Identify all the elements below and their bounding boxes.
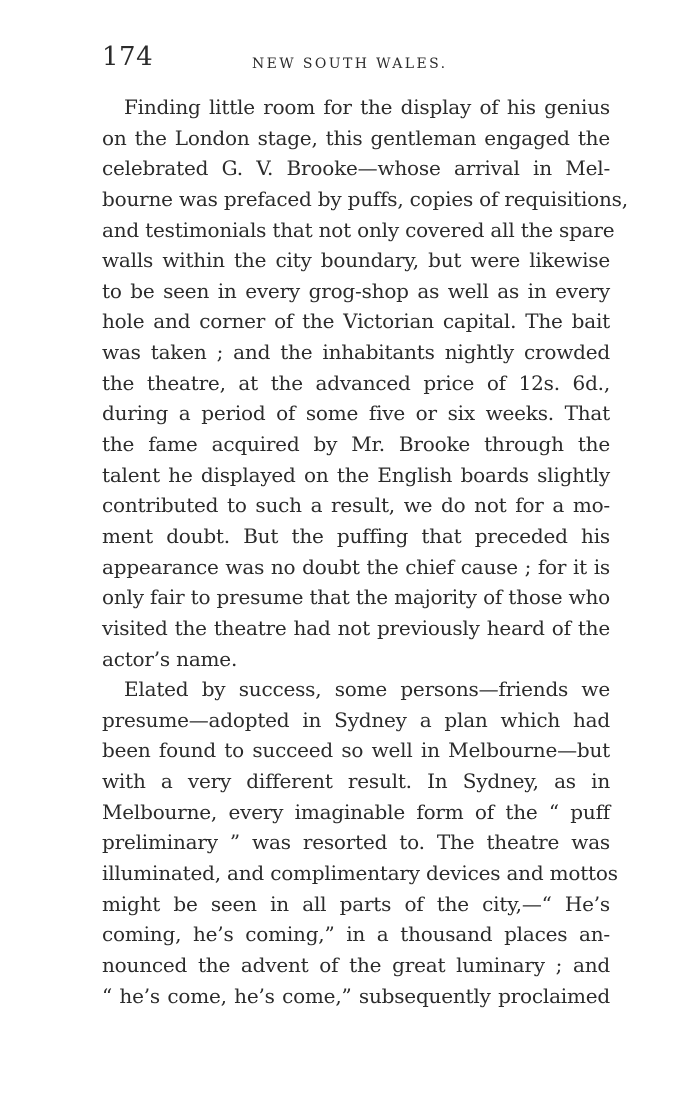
text-line: might be seen in all parts of the city,—“ He’s	[102, 891, 610, 916]
text-line: contributed to such a result, we do not for a mo-	[102, 493, 610, 518]
body-text	[102, 92, 628, 1011]
text-line: visited the theatre had not previously heard of the	[102, 615, 610, 640]
text-line: Melbourne, every imaginable form of the “ puff	[102, 799, 610, 824]
text-line: Elated by success, some persons—friends we	[124, 677, 610, 702]
page-number: 174	[102, 42, 154, 72]
running-head	[102, 42, 612, 76]
text-line: the theatre, at the advanced price of 12s. 6d.,	[102, 370, 610, 395]
text-line: actor’s name.	[102, 646, 238, 671]
text-line: bourne was prefaced by puffs, copies of requisitions,	[102, 186, 628, 211]
text-line: preliminary ” was resorted to. The theatre was	[102, 830, 610, 855]
text-line: hole and corner of the Victorian capital. The bait	[102, 309, 610, 334]
text-line: walls within the city boundary, but were likewise	[102, 248, 610, 273]
text-line: to be seen in every grog-shop as well as in every	[102, 278, 610, 303]
text-line: Finding little room for the display of his genius	[124, 95, 610, 119]
text-line: ment doubt. But the puffing that preceded his	[102, 523, 610, 548]
text-line: “ he’s come, he’s come,” subsequently proclaimed	[102, 983, 610, 1008]
text-line: coming, he’s coming,” in a thousand places an-	[102, 922, 610, 947]
text-line: illuminated, and complimentary devices and mottos	[102, 861, 618, 886]
text-line: talent he displayed on the English boards slightly	[102, 462, 610, 487]
text-line: was taken ; and the inhabitants nightly crowded	[102, 340, 610, 365]
text-line: the fame acquired by Mr. Brooke through the	[102, 432, 610, 457]
text-line: during a period of some five or six weeks. That	[102, 401, 610, 426]
text-line: only fair to presume that the majority of those who	[102, 585, 610, 610]
text-line: celebrated G. V. Brooke—whose arrival in Mel-	[102, 156, 610, 181]
text-line: with a very different result. In Sydney, as in	[102, 769, 610, 794]
text-line: on the London stage, this gentleman engaged the	[102, 125, 610, 150]
text-line: nounced the advent of the great luminary ; and	[102, 952, 610, 977]
text-line: and testimonials that not only covered all the spare	[102, 217, 615, 242]
text-line: been found to succeed so well in Melbourne—but	[102, 738, 610, 763]
text-line: presume—adopted in Sydney a plan which had	[102, 707, 610, 732]
text-line: appearance was no doubt the chief cause ; for it is	[102, 554, 610, 579]
running-title: NEW SOUTH WALES.	[252, 56, 448, 72]
